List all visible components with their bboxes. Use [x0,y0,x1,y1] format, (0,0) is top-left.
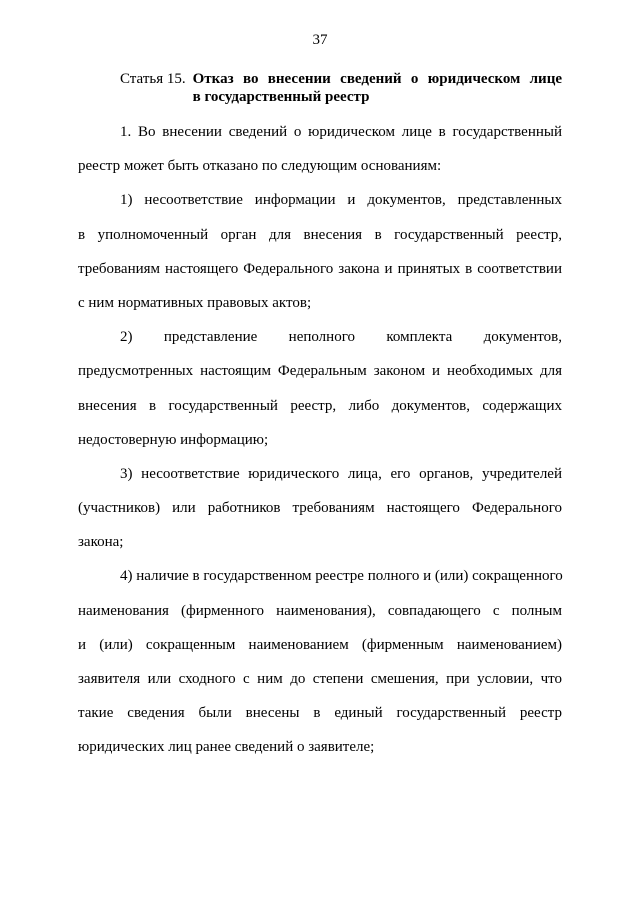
paragraph-line: 1. Во внесении сведений о юридическом лице в государственный [120,124,562,140]
paragraph-line: 3) несоответствие юридического лица, его органов, учредителей [120,465,562,482]
paragraph-line: закона; [78,534,124,551]
list-item-3 [78,457,562,560]
paragraph-line: предусмотренных настоящим Федеральным законом и необходимых для [78,363,562,380]
page-number: 37 [312,32,328,48]
paragraph-line: требованиям настоящего Федерального закона и принятых в соответствии [78,260,562,277]
article-heading-row [120,70,562,106]
paragraph-1 [78,115,562,183]
article-heading [120,70,562,106]
list-item-2 [78,320,562,457]
article-title [193,70,562,106]
list-item-4 [78,559,562,764]
paragraph-line: 2) представление неполного комплекта документов, [120,329,562,346]
article-title-line: Отказ во внесении сведений о юридическом лице [192,71,562,87]
paragraph-line: заявителя или сходного с ним до степени смешения, при условии, что [78,671,562,687]
paragraph-line: 1) несоответствие информации и документов, представленных [120,192,562,209]
paragraph-line: внесения в государственный реестр, либо документов, содержащих [78,397,562,414]
paragraph-line: (участников) или работников требованиям настоящего Федерального [78,500,562,517]
paragraph-line: 4) наличие в государственном реестре полного и (или) сокращенного [120,568,563,585]
article-label: Статья 15. [120,71,186,87]
paragraph-line: в уполномоченный орган для внесения в государственный реестр, [78,226,562,243]
paragraph-line: юридических лиц ранее сведений о заявителе; [78,739,375,756]
list-item-1 [78,183,562,320]
paragraph-line: недостоверную информацию; [78,431,269,448]
article-title-line: в государственный реестр [192,89,370,105]
paragraph-line: реестр может быть отказано по следующим основаниям: [78,158,442,175]
paragraph-line: с ним нормативных правовых актов; [78,294,312,311]
article-body [78,115,562,765]
paragraph-line: и (или) сокращенным наименованием (фирменным наименованием) [78,636,562,653]
paragraph-line: такие сведения были внесены в единый государственный реестр [78,705,562,722]
paragraph-line: наименования (фирменного наименования), совпадающего с полным [78,602,562,619]
